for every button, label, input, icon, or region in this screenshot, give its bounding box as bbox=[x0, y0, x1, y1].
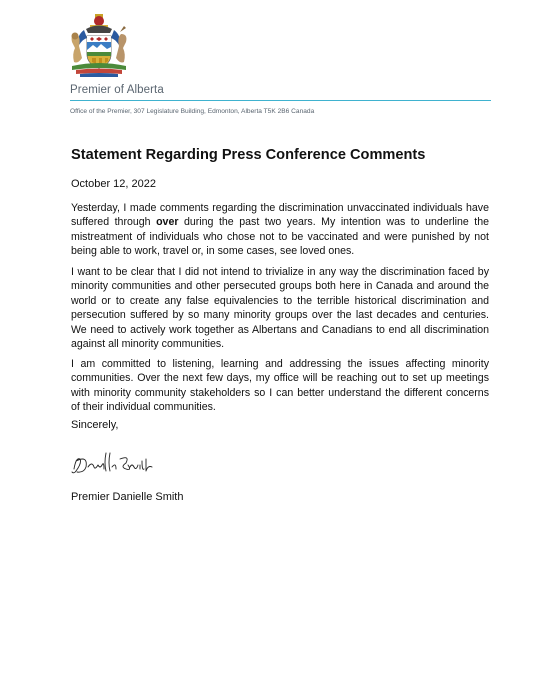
alberta-coat-of-arms-icon bbox=[66, 12, 132, 78]
closing-salutation: Sincerely, bbox=[71, 419, 119, 431]
statement-title: Statement Regarding Press Conference Comments bbox=[71, 147, 426, 163]
header-divider bbox=[70, 100, 491, 101]
statement-date: October 12, 2022 bbox=[71, 178, 157, 190]
paragraph-1 bbox=[71, 201, 489, 259]
handwritten-signature bbox=[68, 447, 154, 479]
paragraph-3: I am committed to listening, learning and addressing the issues affecting minority communities. Over the next few days, my office will be reaching out to set up meetings with minority community stakeholders so I can better understand the different concerns of their individual communities. bbox=[71, 358, 489, 414]
paragraph-1-text-a: Yesterday, I made comments regarding the discrimination unvaccinated individuals have suffered through bbox=[71, 202, 489, 229]
paragraph-1-text-b: during the past two years. My intention was to underline the mistreatment of individuals who chose not to be vaccinated and were punished by not being able to work, travel or, in some cases, see loved ones. bbox=[71, 216, 489, 258]
signer-name: Premier Danielle Smith bbox=[71, 491, 184, 503]
office-address: Office of the Premier, 307 Legislature Building, Edmonton, Alberta T5K 2B6 Canada bbox=[70, 108, 315, 115]
office-name: Premier of Alberta bbox=[70, 84, 164, 96]
paragraph-1-emphasis: over bbox=[156, 216, 179, 229]
paragraph-2: I want to be clear that I did not intend to trivialize in any way the discrimination faced by minority communities and other persecuted groups both here in Canada and around the world or to create any false equivalencies to the terrible historical discrimination and persecution suffered by so many minority groups over the last decades and centuries. We need to actively work together as Albertans and Canadians to end all discrimination against all minority communities. bbox=[71, 266, 489, 351]
